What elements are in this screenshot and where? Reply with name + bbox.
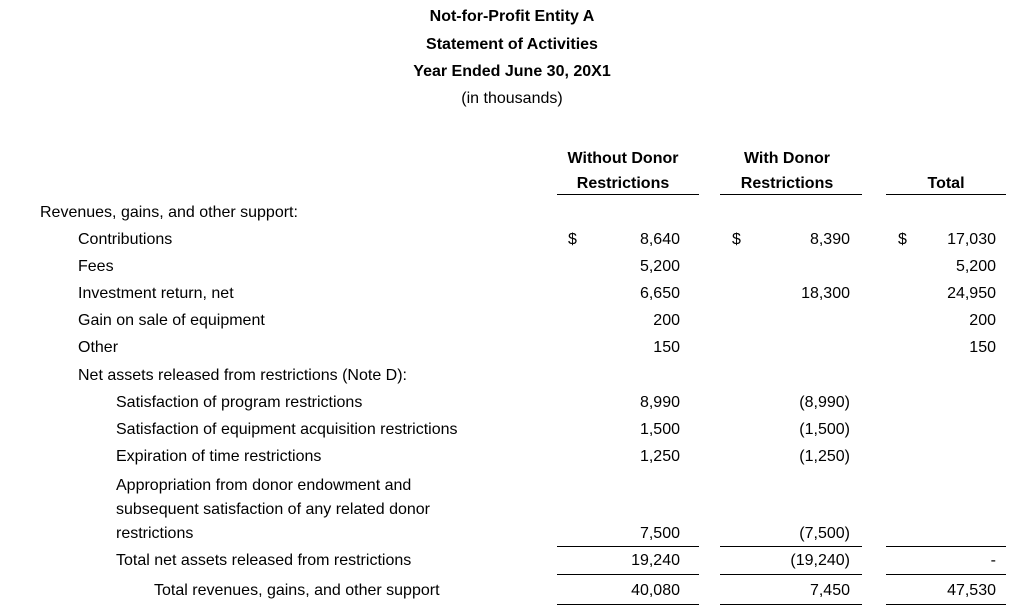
row-label: Investment return, net bbox=[78, 285, 234, 302]
row-appropriation bbox=[0, 521, 1024, 547]
value-total: 47,530 bbox=[947, 582, 996, 599]
final-rule-without bbox=[557, 604, 699, 605]
row-appropriation-line2 bbox=[0, 497, 1024, 523]
value-without-donor: 6,650 bbox=[639, 285, 680, 302]
col-with-donor-line2: Restrictions bbox=[740, 175, 834, 192]
value-total: 5,200 bbox=[955, 258, 996, 275]
value-with-donor: 7,450 bbox=[809, 582, 850, 599]
currency-symbol: $ bbox=[732, 231, 741, 248]
currency-symbol: $ bbox=[568, 231, 577, 248]
subsection-label: Net assets released from restrictions (Note D): bbox=[78, 367, 407, 384]
value-without-donor: 5,200 bbox=[639, 258, 680, 275]
row-contributions bbox=[0, 227, 1024, 253]
section-row bbox=[0, 200, 1024, 226]
value-without-donor: 8,640 bbox=[639, 231, 680, 248]
total-rule-without bbox=[557, 574, 699, 575]
currency-symbol: $ bbox=[898, 231, 907, 248]
value-with-donor: 8,390 bbox=[809, 231, 850, 248]
row-label: Expiration of time restrictions bbox=[116, 448, 322, 465]
row-label: Fees bbox=[78, 258, 114, 275]
statement-title: Statement of Activities bbox=[426, 36, 598, 53]
total-rule-with bbox=[720, 574, 862, 575]
value-with-donor: (19,240) bbox=[790, 552, 850, 569]
row-program-restrictions bbox=[0, 390, 1024, 416]
section-label: Revenues, gains, and other support: bbox=[40, 204, 298, 221]
units-note: (in thousands) bbox=[461, 90, 563, 107]
entity-name: Not-for-Profit Entity A bbox=[429, 8, 595, 25]
value-without-donor: 200 bbox=[653, 312, 680, 329]
total-rule-total bbox=[886, 574, 1006, 575]
value-without-donor: 1,250 bbox=[639, 448, 680, 465]
row-released-header bbox=[0, 363, 1024, 389]
row-fees bbox=[0, 254, 1024, 280]
row-label: Satisfaction of program restrictions bbox=[116, 394, 363, 411]
row-total-released bbox=[0, 548, 1024, 574]
value-without-donor: 7,500 bbox=[639, 525, 680, 542]
subtotal-rule-with bbox=[720, 546, 862, 547]
header-rule-total bbox=[886, 194, 1006, 195]
header-rule-without bbox=[557, 194, 699, 195]
final-rule-with bbox=[720, 604, 862, 605]
col-without-donor bbox=[548, 146, 698, 196]
col-with-donor-line1: With Donor bbox=[743, 150, 831, 167]
final-rule-total bbox=[886, 604, 1006, 605]
value-without-donor: 40,080 bbox=[631, 582, 680, 599]
subtotal-rule-total bbox=[886, 546, 1006, 547]
value-total: - bbox=[990, 552, 996, 569]
col-with-donor bbox=[712, 146, 862, 196]
value-without-donor: 150 bbox=[653, 339, 680, 356]
row-gain-on-sale bbox=[0, 308, 1024, 334]
value-total: 200 bbox=[969, 312, 996, 329]
row-appropriation-line1 bbox=[0, 473, 1024, 499]
row-time-restrictions bbox=[0, 444, 1024, 470]
subtotal-rule-without bbox=[557, 546, 699, 547]
value-with-donor: 18,300 bbox=[801, 285, 850, 302]
value-total: 17,030 bbox=[947, 231, 996, 248]
value-without-donor: 19,240 bbox=[631, 552, 680, 569]
value-total: 24,950 bbox=[947, 285, 996, 302]
row-label: Other bbox=[78, 339, 119, 356]
col-without-donor-line1: Without Donor bbox=[567, 150, 679, 167]
row-equipment-restrictions bbox=[0, 417, 1024, 443]
value-with-donor: (1,250) bbox=[799, 448, 850, 465]
row-label: Gain on sale of equipment bbox=[78, 312, 265, 329]
row-other bbox=[0, 335, 1024, 361]
value-without-donor: 1,500 bbox=[639, 421, 680, 438]
header-rule-with bbox=[720, 194, 862, 195]
row-label: restrictions bbox=[116, 525, 194, 542]
col-without-donor-line2: Restrictions bbox=[576, 175, 670, 192]
row-label: Total revenues, gains, and other support bbox=[154, 582, 440, 599]
col-total: Total bbox=[927, 175, 965, 192]
row-total-revenues bbox=[0, 578, 1024, 604]
row-label: Appropriation from donor endowment and bbox=[116, 477, 412, 494]
value-with-donor: (7,500) bbox=[799, 525, 850, 542]
value-with-donor: (8,990) bbox=[799, 394, 850, 411]
value-total: 150 bbox=[969, 339, 996, 356]
row-label: Satisfaction of equipment acquisition restrictions bbox=[116, 421, 458, 438]
row-label: subsequent satisfaction of any related donor bbox=[116, 501, 430, 518]
period-title: Year Ended June 30, 20X1 bbox=[413, 63, 611, 80]
value-with-donor: (1,500) bbox=[799, 421, 850, 438]
value-without-donor: 8,990 bbox=[639, 394, 680, 411]
row-investment-return bbox=[0, 281, 1024, 307]
row-label: Contributions bbox=[78, 231, 173, 248]
row-label: Total net assets released from restrictions bbox=[116, 552, 412, 569]
